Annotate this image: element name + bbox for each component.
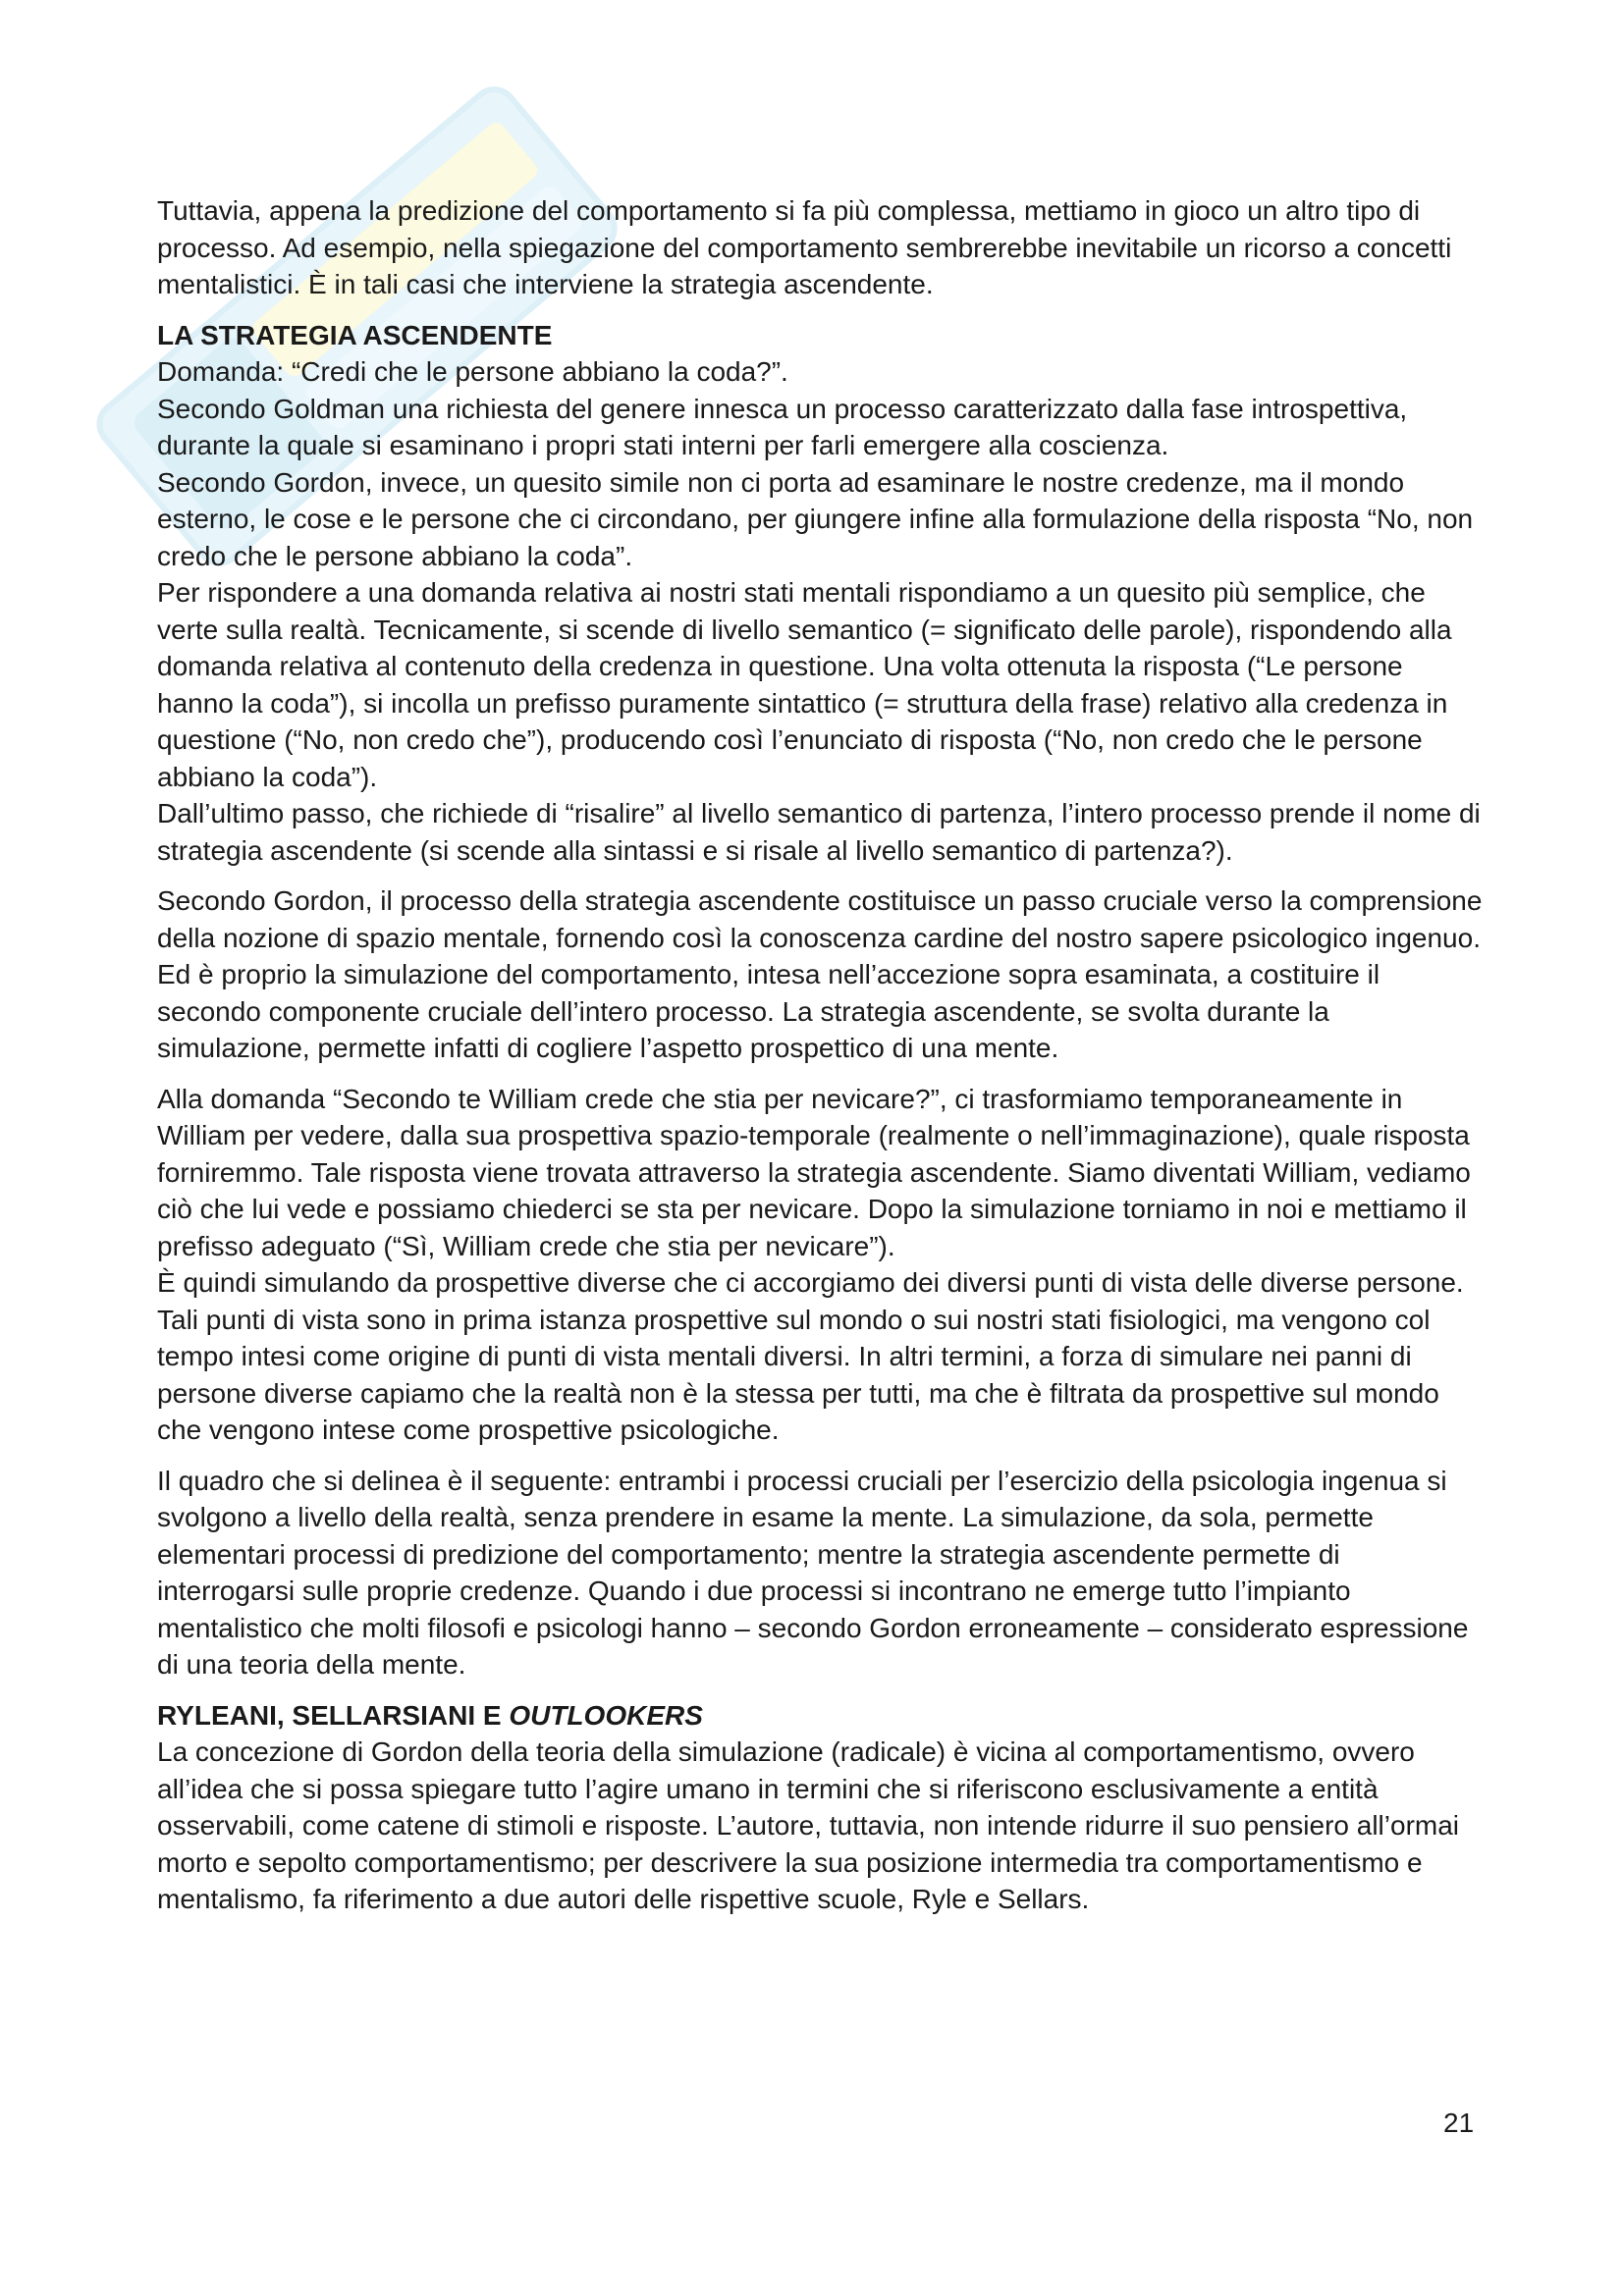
paragraph: Per rispondere a una domanda relativa ai nostri stati mentali rispondiamo a un quesito più semplice, che verte sulla realtà. Tecnicamente, si scende di livello semantico (= significato delle parole), rispondendo alla domanda relativa al contenuto della credenza in questione. Una volta ottenuta la risposta (“Le persone hanno la coda”), si incolla un prefisso puramente sintattico (= struttura della frase) relativo alla credenza in questione (“No, non credo che”), producendo così l’enunciato di risposta (“No, non credo che le persone abbiano la coda”).	[157, 577, 1452, 792]
paragraph: Secondo Goldman una richiesta del genere innesca un processo caratterizzato dalla fase introspettiva, durante la quale si esaminano i propri stati interni per farli emergere alla coscienza.	[157, 393, 1408, 460]
heading-text: RYLEANI, SELLARSIANI E	[157, 1699, 510, 1731]
paragraph: Ed è proprio la simulazione del comportamento, intesa nell’accezione sopra esaminata, a costituire il secondo componente cruciale dell’intero processo. La strategia ascendente, se svolta durante la simulazione, permette infatti di cogliere l’aspetto prospettico di una mente.	[157, 959, 1380, 1063]
document-body	[157, 192, 1483, 1918]
paragraph: Alla domanda “Secondo te William crede che stia per nevicare?”, ci trasformiamo temporaneamente in William per vedere, dalla sua prospettiva spazio-temporale (realmente o nell’immaginazione), quale risposta forniremmo. Tale risposta viene trovata attraverso la strategia ascendente. Siamo diventati William, vediamo ciò che lui vede e possiamo chiederci se sta per nevicare. Dopo la simulazione torniamo in noi e mettiamo il prefisso adeguato (“Sì, William crede che stia per nevicare”).	[157, 1083, 1471, 1261]
paragraph: Domanda: “Credi che le persone abbiano la coda?”.	[157, 356, 788, 387]
section-heading-strategia-ascendente: LA STRATEGIA ASCENDENTE	[157, 319, 553, 350]
paragraph: Secondo Gordon, invece, un quesito simile non ci porta ad esaminare le nostre credenze, ma il mondo esterno, le cose e le persone che ci circondano, per giungere infine alla formulazione della risposta “No, non credo che le persone abbiano la coda”.	[157, 466, 1474, 571]
paragraph: La concezione di Gordon della teoria della simulazione (radicale) è vicina al comportamentismo, ovvero all’idea che si possa spiegare tutto l’agire umano in termini che si riferiscono esclusivamente a entità osservabili, come catene di stimoli e risposte. L’autore, tuttavia, non intende ridurre il suo pensiero all’ormai morto e sepolto comportamentismo; per descrivere la sua posizione intermedia tra comportamentismo e mentalismo, fa riferimento a due autori delle rispettive scuole, Ryle e Sellars.	[157, 1736, 1460, 1914]
paragraph: Tuttavia, appena la predizione del comportamento si fa più complessa, mettiamo in gioco un altro tipo di processo. Ad esempio, nella spiegazione del comportamento sembrerebbe inevitabile un ricorso a concetti mentalistici. È in tali casi che interviene la strategia ascendente.	[157, 195, 1452, 299]
section-heading-ryleani	[157, 1697, 1483, 1735]
paragraph: Dall’ultimo passo, che richiede di “risalire” al livello semantico di partenza, l’intero processo prende il nome di strategia ascendente (si scende alla sintassi e si risale al livello semantico di partenza?).	[157, 798, 1481, 866]
heading-italic-text: OUTLOOKERS	[509, 1699, 703, 1731]
paragraph: È quindi simulando da prospettive diverse che ci accorgiamo dei diversi punti di vista delle diverse persone. Tali punti di vista sono in prima istanza prospettive sul mondo o sui nostri stati fisiologici, ma vengono col tempo intesi come origine di punti di vista mentali diversi. In altri termini, a forza di simulare nei panni di persone diverse capiamo che la realtà non è la stessa per tutti, ma che è filtrata da prospettive sul mondo che vengono intese come prospettive psicologiche.	[157, 1267, 1464, 1445]
paragraph: Il quadro che si delinea è il seguente: entrambi i processi cruciali per l’esercizio della psicologia ingenua si svolgono a livello della realtà, senza prendere in esame la mente. La simulazione, da sola, permette elementari processi di predizione del comportamento; mentre la strategia ascendente permette di interrogarsi sulle proprie credenze. Quando i due processi si incontrano ne emerge tutto l’impianto mentalistico che molti filosofi e psicologi hanno – secondo Gordon erroneamente – considerato espressione di una teoria della mente.	[157, 1465, 1469, 1680]
page-number: 21	[1443, 2108, 1475, 2138]
paragraph: Secondo Gordon, il processo della strategia ascendente costituisce un passo cruciale verso la comprensione della nozione di spazio mentale, fornendo così la conoscenza cardine del nostro sapere psicologico ingenuo.	[157, 885, 1483, 953]
